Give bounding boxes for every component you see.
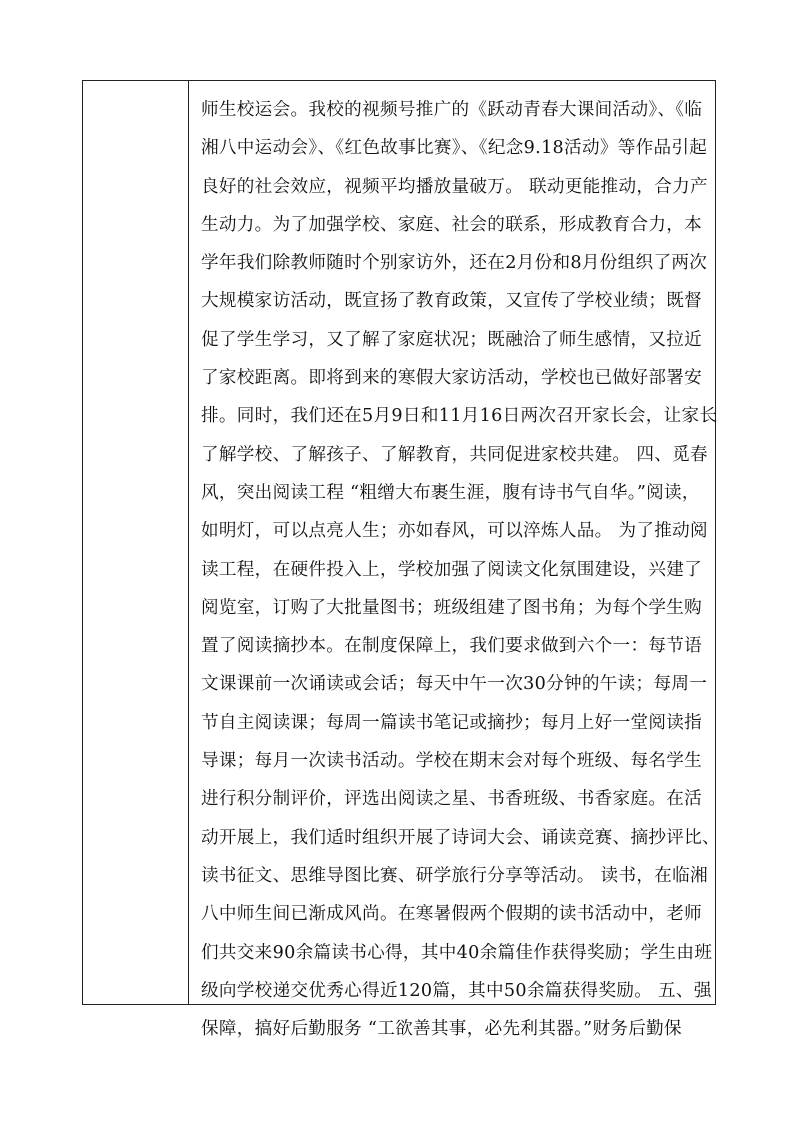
text-line: 读工程，在硬件投入上，学校加强了阅读文化氛围建设，兴建了 xyxy=(201,559,703,580)
text-line: 促了学生学习，又了解了家庭状况；既融洽了师生感情，又拉近 xyxy=(201,329,703,350)
table-content-cell xyxy=(189,81,728,1040)
text-line: 风，突出阅读工程 “粗缯大布裹生涯，腹有诗书气自华。”阅读， xyxy=(201,482,700,503)
text-line: 生动力。为了加强学校、家庭、社会的联系，形成教育合力，本 xyxy=(201,214,703,235)
text-line: 师生校运会。我校的视频号推广的《跃动青春大课间活动》、《临 xyxy=(201,100,703,120)
report-table xyxy=(82,80,720,1040)
text-line: 置了阅读摘抄本。在制度保障上，我们要求做到六个一：每节语 xyxy=(201,636,703,657)
table-label-column xyxy=(83,81,189,1004)
text-line: 排。同时，我们还在5月9日和11月16日两次召开家长会，让家长 xyxy=(201,406,718,427)
text-line: 导课；每月一次读书活动。学校在期末会对每个班级、每名学生 xyxy=(201,751,703,772)
text-line: 节自主阅读课；每周一篇读书笔记或摘抄；每月上好一堂阅读指 xyxy=(201,712,703,733)
text-line: 级向学校递交优秀心得近120篇，其中50余篇获得奖励。 五、强 xyxy=(201,980,712,1001)
text-line: 八中师生间已渐成风尚。在寒暑假两个假期的读书活动中，老师 xyxy=(201,904,703,925)
text-line: 保障，搞好后勤服务 “工欲善其事，必先利其器。”财务后勤保 xyxy=(201,1019,682,1040)
text-line: 阅览室，订购了大批量图书；班级组建了图书角；为每个学生购 xyxy=(201,597,703,618)
text-line: 了家校距离。即将到来的寒假大家访活动，学校也已做好部署安 xyxy=(201,368,703,389)
text-line: 进行积分制评价，评选出阅读之星、书香班级、书香家庭。在活 xyxy=(201,789,703,810)
text-line: 大规模家访活动，既宣扬了教育政策，又宣传了学校业绩；既督 xyxy=(201,291,703,312)
text-line: 湘八中运动会》、《红色故事比赛》、《纪念9.18活动》等作品引起 xyxy=(201,138,708,159)
text-line: 文课课前一次诵读或会话；每天中午一次30分钟的午读；每周一 xyxy=(201,674,708,695)
text-line: 动开展上，我们适时组织开展了诗词大会、诵读竞赛、摘抄评比、 xyxy=(201,827,720,848)
text-line: 了解学校、了解孩子、了解教育，共同促进家校共建。 四、觅春 xyxy=(201,444,708,465)
text-line: 们共交来90余篇读书心得，其中40余篇佳作获得奖励；学生由班 xyxy=(201,942,713,963)
text-line: 学年我们除教师随时个别家访外，还在2月份和8月份组织了两次 xyxy=(201,253,708,274)
text-line: 如明灯，可以点亮人生；亦如春风，可以淬炼人品。 为了推动阅 xyxy=(201,521,708,542)
text-line: 读书征文、思维导图比赛、研学旅行分享等活动。 读书，在临湘 xyxy=(201,865,708,886)
text-line: 良好的社会效应，视频平均播放量破万。 联动更能推动，合力产 xyxy=(201,176,708,197)
